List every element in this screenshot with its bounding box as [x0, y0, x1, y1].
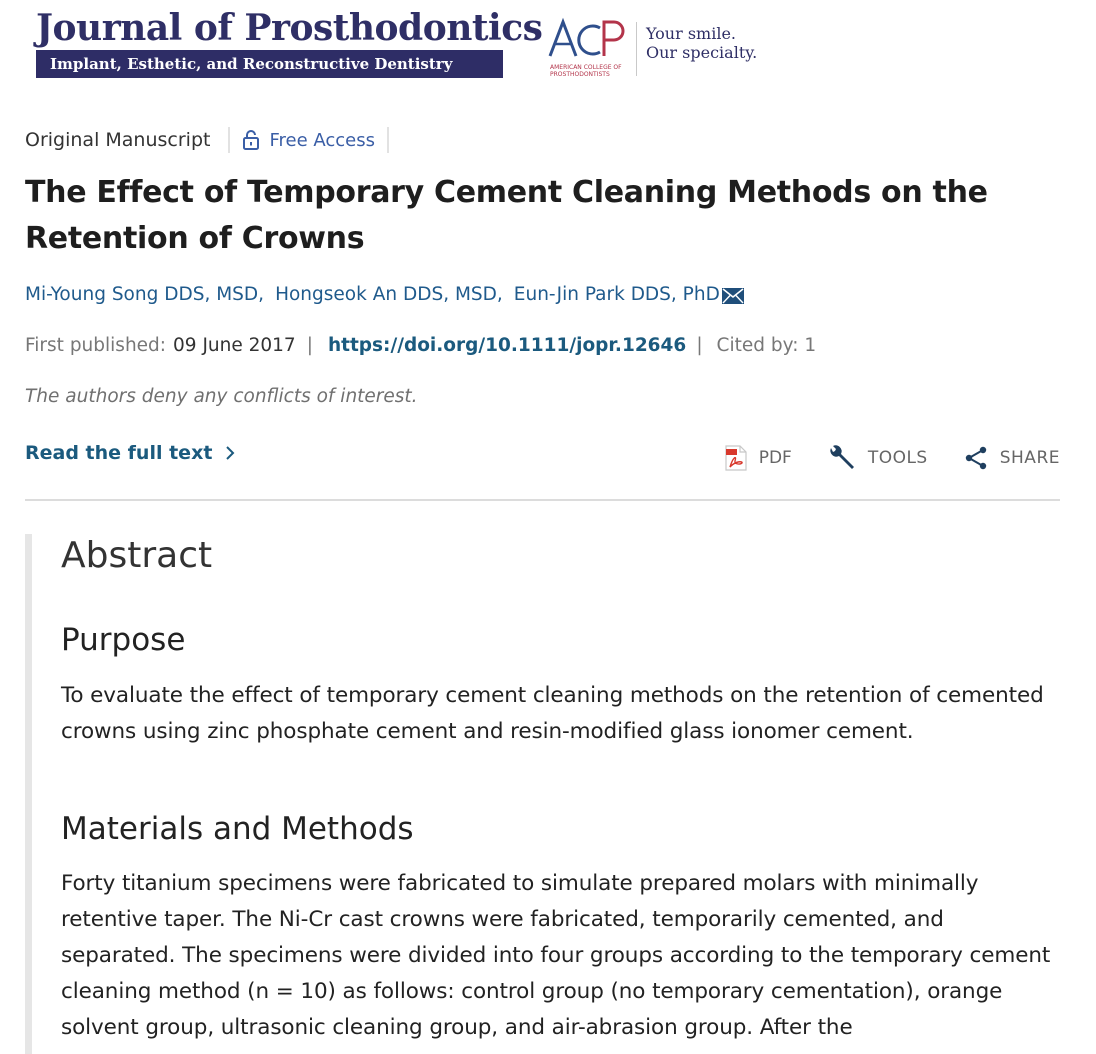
article-meta-row — [25, 126, 389, 154]
cited-by-link[interactable]: Cited by: 1 — [716, 335, 817, 356]
pipe-separator: | — [306, 335, 313, 356]
chevron-right-icon — [225, 445, 235, 461]
article-actions — [725, 444, 1060, 472]
meta-divider — [228, 127, 230, 153]
meta-divider-end — [387, 127, 389, 153]
author-link[interactable]: Hongseok An DDS, MSD, — [275, 284, 503, 305]
publication-info — [25, 335, 816, 356]
read-full-text-label: Read the full text — [25, 442, 213, 464]
tagline-line2: Our specialty. — [646, 43, 758, 62]
tools-button[interactable] — [828, 444, 928, 472]
acp-logo-text — [550, 64, 630, 78]
tools-label: TOOLS — [867, 448, 928, 468]
pdf-button[interactable] — [725, 445, 792, 471]
share-icon — [964, 446, 988, 470]
methods-text: Forty titanium specimens were fabricated to simulate prepared molars with minimally retentive taper. The Ni-Cr cast crowns were fabricated, temporarily cemented, and separated. The specimens were divided into four groups according to the temporary cement cleaning method (n = 10) as follows: control group (no temporary cementation), orange solvent group, ultrasonic cleaning group, and air-abrasion group. After the — [61, 871, 1051, 1040]
unlock-icon — [243, 130, 259, 150]
doi-link[interactable]: https://doi.org/10.1111/jopr.12646 — [327, 335, 687, 356]
tagline-line1: Your smile. — [646, 24, 737, 43]
acp-logo-mark — [548, 16, 628, 60]
logo-divider — [636, 22, 637, 76]
purpose-text: To evaluate the effect of temporary cement cleaning methods on the retention of cemented crowns using zinc phosphate cement and resin-modified glass ionomer cement. — [61, 683, 1044, 744]
tagline — [646, 24, 757, 62]
author-list — [25, 284, 744, 305]
share-button[interactable] — [964, 446, 1060, 470]
abstract-accent-bar — [25, 534, 32, 1054]
abstract-section — [61, 532, 1051, 1040]
journal-banner[interactable] — [36, 8, 776, 84]
share-label: SHARE — [999, 448, 1060, 468]
author-link[interactable]: Eun-Jin Park DDS, PhD — [513, 284, 720, 305]
acp-small-line1: AMERICAN COLLEGE OF — [550, 64, 622, 71]
manuscript-type: Original Manuscript — [25, 129, 211, 151]
pdf-icon — [725, 445, 747, 471]
first-published-label: First published: — [25, 335, 167, 356]
pdf-label: PDF — [758, 448, 792, 468]
free-access-label: Free Access — [269, 129, 376, 151]
read-full-text-link[interactable] — [25, 442, 235, 464]
author-link[interactable]: Mi-Young Song DDS, MSD, — [25, 284, 265, 305]
journal-title: Journal of Prosthodontics — [36, 7, 543, 49]
journal-logo[interactable] — [36, 7, 543, 78]
abstract-heading: Abstract — [61, 535, 213, 576]
acp-logo[interactable] — [548, 16, 628, 78]
wrench-icon — [828, 444, 856, 472]
article-title: The Effect of Temporary Cement Cleaning Methods on the Retention of Crowns — [25, 175, 988, 256]
methods-heading: Materials and Methods — [61, 811, 414, 847]
first-published-date: 09 June 2017 — [173, 335, 296, 356]
journal-subtitle: Implant, Esthetic, and Reconstructive Dentistry — [36, 50, 503, 78]
section-divider — [25, 499, 1060, 501]
conflict-of-interest-note: The authors deny any conflicts of interest. — [25, 386, 418, 407]
envelope-icon[interactable] — [722, 288, 744, 304]
pipe-separator: | — [696, 335, 703, 356]
acp-small-line2: PROSTHODONTISTS — [550, 71, 610, 78]
purpose-heading: Purpose — [61, 622, 186, 658]
